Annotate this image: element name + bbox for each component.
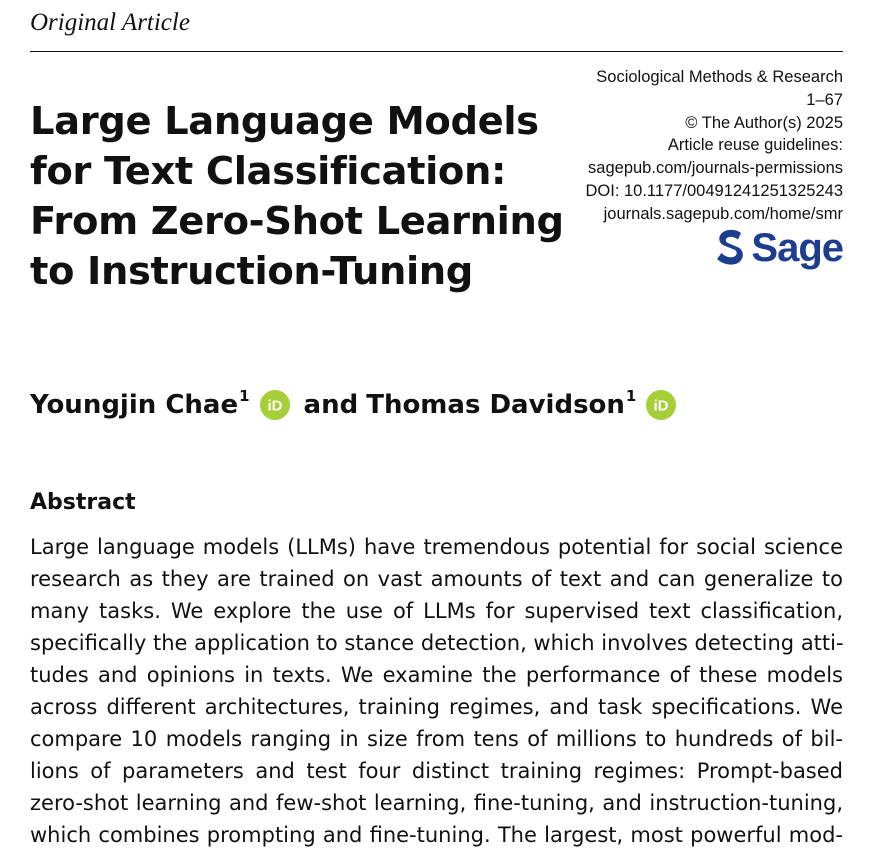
permissions-link[interactable]: sagepub.com/journals-permissions bbox=[588, 159, 843, 178]
affiliation-marker: 1 bbox=[625, 387, 637, 405]
sage-s-icon bbox=[715, 228, 747, 268]
abstract-line: research as they are trained on vast amounts of text and can generalize to bbox=[30, 567, 843, 591]
abstract-line: across different architectures, training regimes, and task specifications. We bbox=[30, 695, 843, 719]
title-line: to Instruction-Tuning bbox=[30, 249, 473, 294]
abstract-line: compare 10 models ranging in size from tens of millions to hundreds of bil- bbox=[30, 727, 843, 751]
publisher-name: Sage bbox=[751, 226, 843, 270]
copyright: © The Author(s) 2025 bbox=[685, 113, 843, 132]
abstract-line: specifically the application to stance detection, which involves detecting atti- bbox=[30, 631, 844, 655]
abstract-line: Large language models (LLMs) have tremendous potential for social science bbox=[30, 535, 843, 559]
title-line: Large Language Models bbox=[30, 99, 539, 144]
article-type: Original Article bbox=[30, 9, 190, 36]
abstract-body bbox=[30, 531, 843, 851]
abstract-line: zero-shot learning and few-shot learning, fine-tuning, and instruction-tuning, bbox=[30, 791, 843, 815]
title-line: for Text Classification: bbox=[30, 149, 506, 194]
journal-meta bbox=[585, 66, 843, 226]
author-name[interactable]: Youngjin Chae bbox=[30, 390, 239, 420]
abstract-line: lions of parameters and test four distinct training regimes: Prompt-based bbox=[30, 759, 843, 783]
journal-homepage-link[interactable]: journals.sagepub.com/home/smr bbox=[603, 204, 843, 223]
doi[interactable]: DOI: 10.1177/00491241251325243 bbox=[585, 181, 843, 200]
abstract-line: tudes and opinions in texts. We examine the performance of these models bbox=[30, 663, 843, 687]
svg-text:iD: iD bbox=[267, 397, 283, 415]
page-range: 1–67 bbox=[806, 90, 843, 109]
author-line bbox=[30, 387, 690, 420]
article-title bbox=[30, 97, 570, 297]
title-line: From Zero-Shot Learning bbox=[30, 199, 564, 244]
journal-name: Sociological Methods & Research bbox=[596, 68, 843, 86]
author-name[interactable]: Thomas Davidson bbox=[366, 390, 625, 420]
orcid-icon[interactable] bbox=[260, 390, 290, 420]
reuse-label: Article reuse guidelines: bbox=[667, 136, 843, 155]
header-rule bbox=[30, 51, 843, 52]
svg-text:iD: iD bbox=[653, 397, 669, 415]
affiliation-marker: 1 bbox=[239, 387, 250, 405]
sage-logo bbox=[715, 228, 843, 268]
abstract-heading: Abstract bbox=[30, 490, 136, 515]
orcid-icon[interactable] bbox=[646, 390, 676, 420]
abstract-line: which combines prompting and fine-tuning. The largest, most powerful mod- bbox=[30, 823, 843, 847]
author-conjunction: and bbox=[303, 390, 359, 420]
abstract-line: many tasks. We explore the use of LLMs for supervised text classification, bbox=[30, 599, 843, 623]
